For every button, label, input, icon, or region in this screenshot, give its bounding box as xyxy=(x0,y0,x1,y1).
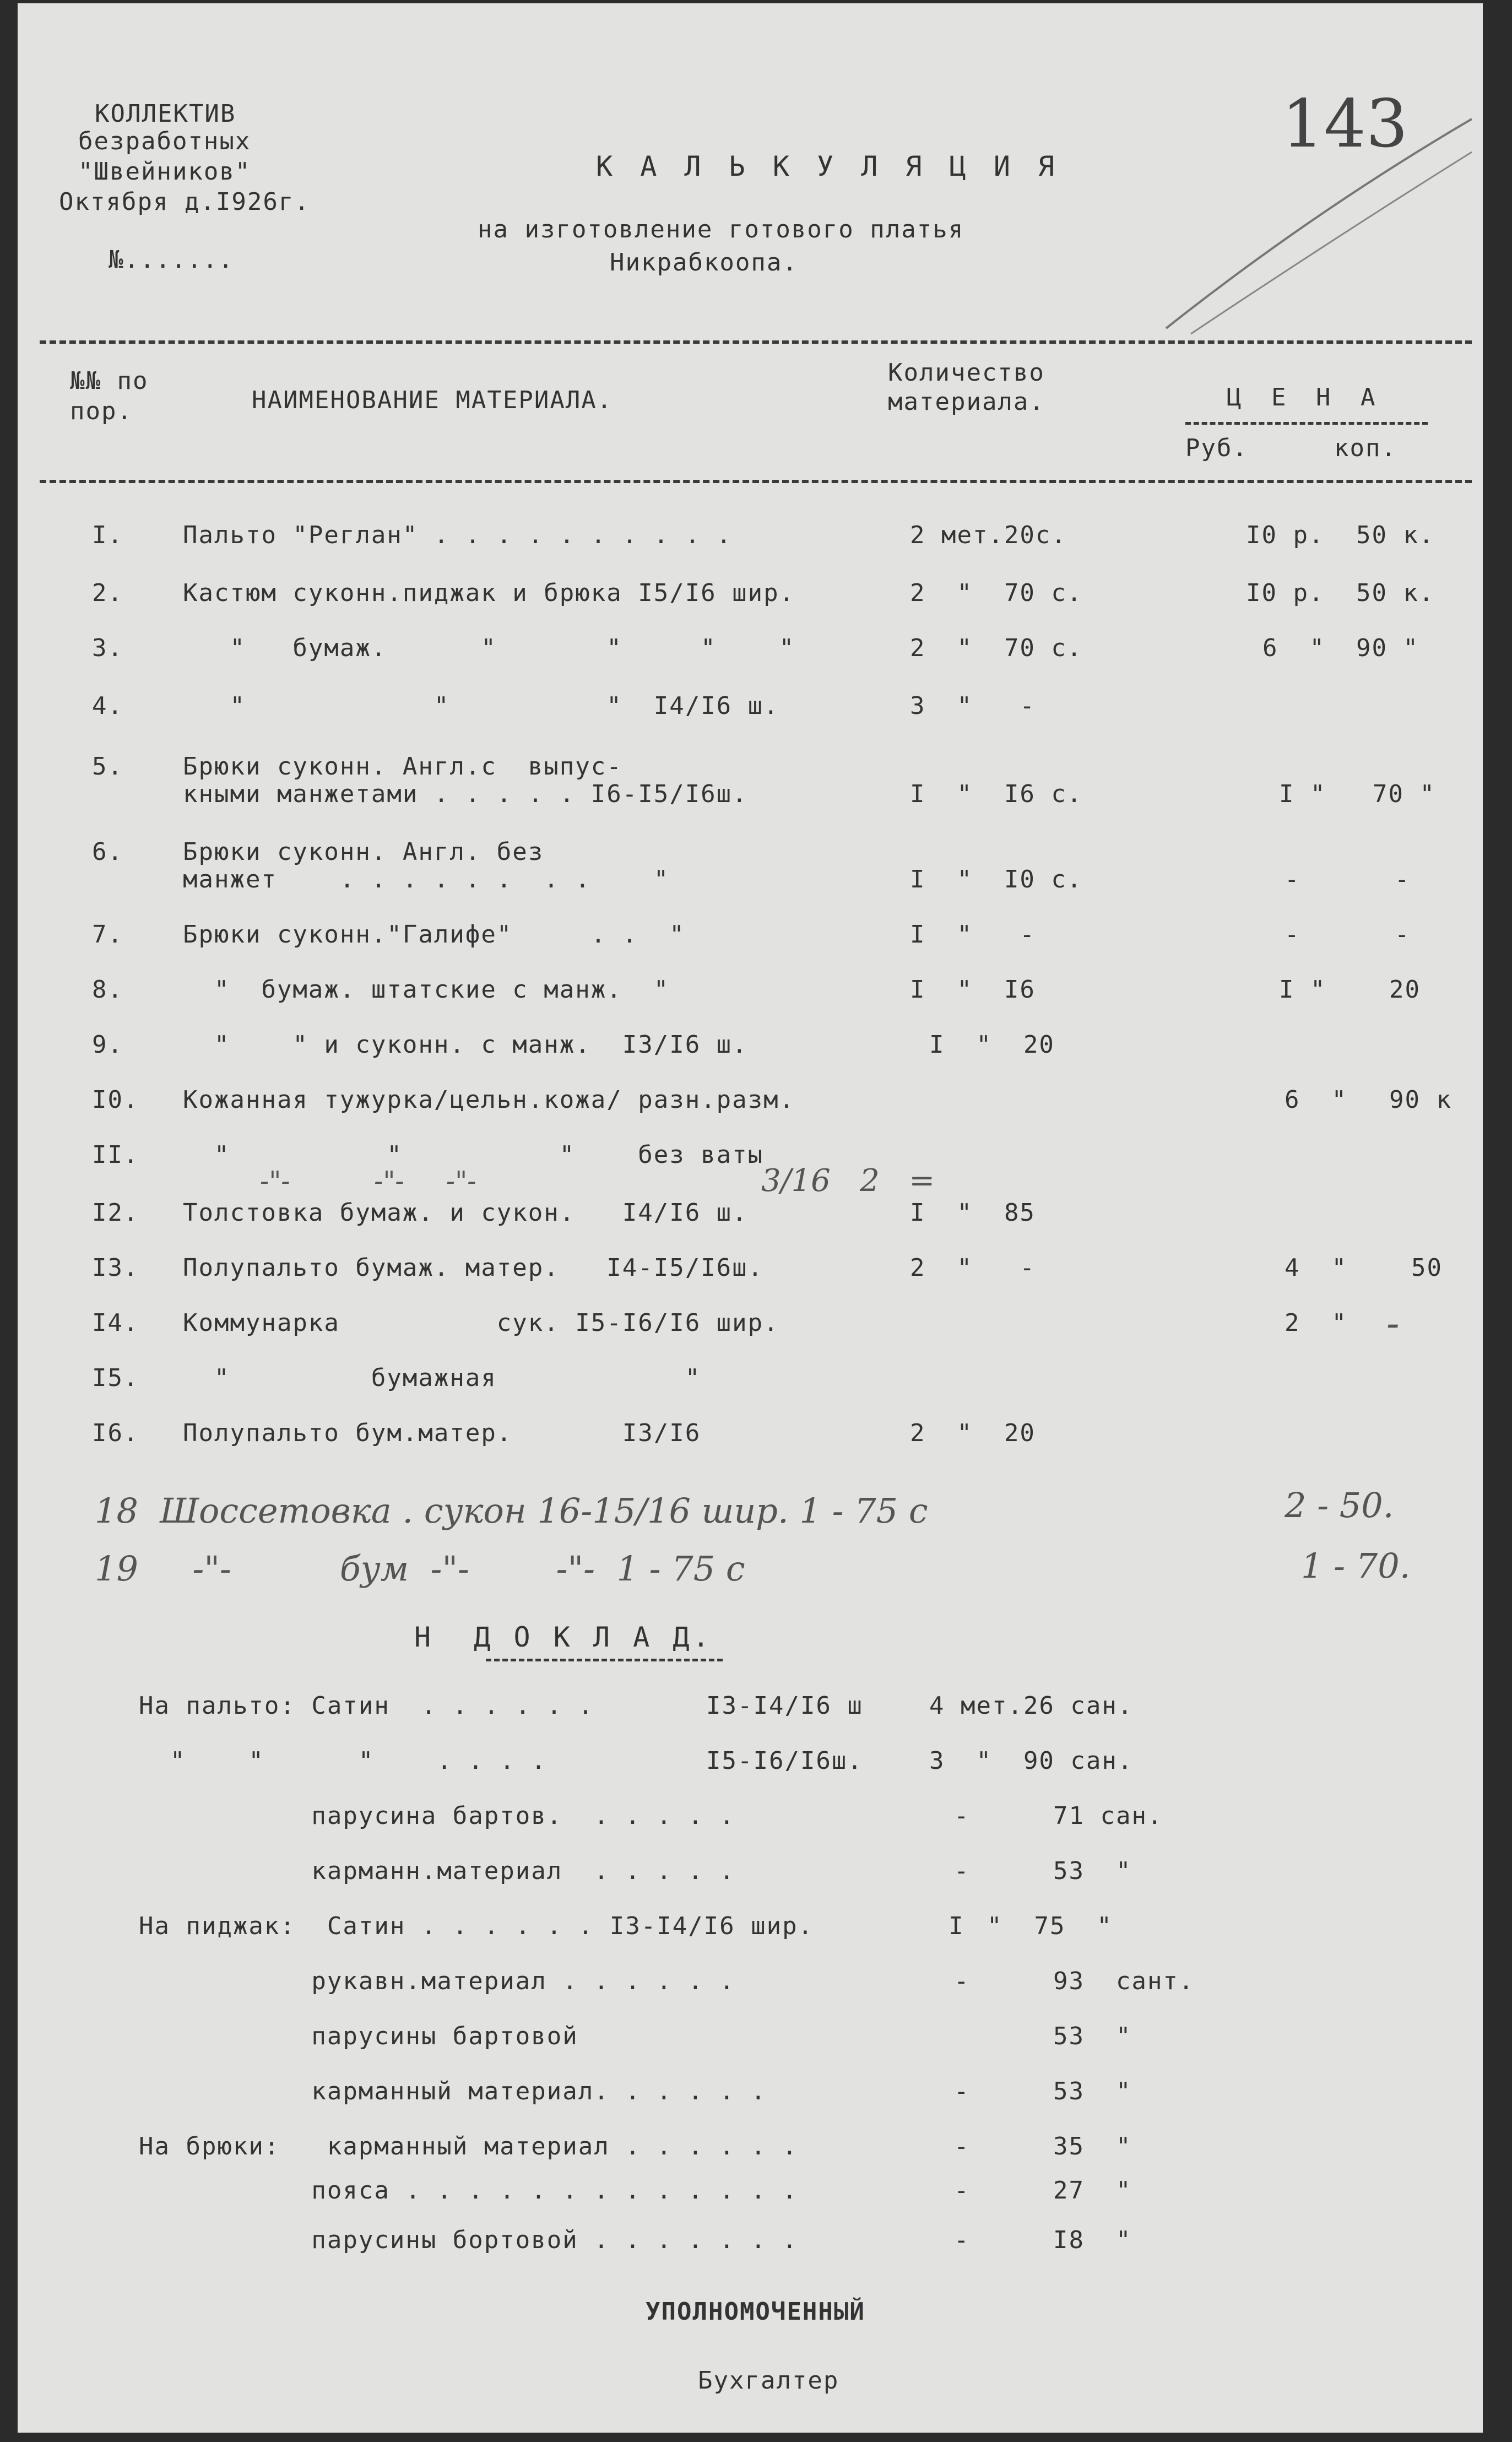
item-amount: 71 сан. xyxy=(1053,1802,1163,1830)
row-quantity: I " 20 xyxy=(929,1031,1055,1059)
row-number: I. xyxy=(92,521,123,549)
item-width: I xyxy=(949,1912,964,1940)
row-number: I0. xyxy=(92,1086,139,1114)
item-label: На брюки: карманный материал . . . . . . xyxy=(139,2132,798,2161)
org-line-2: безработных xyxy=(78,127,251,155)
column-number-2: пор. xyxy=(70,397,133,425)
org-line-3: "Швейников" xyxy=(78,158,251,186)
row-rub: I " xyxy=(1279,976,1326,1004)
row-name: " " и суконн. с манж. I3/I6 ш. xyxy=(183,1031,748,1059)
item-label: " " " . . . . xyxy=(139,1747,547,1775)
column-rub: Руб. xyxy=(1185,434,1248,462)
column-name: НАИМЕНОВАНИЕ МАТЕРИАЛА. xyxy=(252,386,613,414)
item-amount: 4 мет.26 сан. xyxy=(929,1692,1134,1720)
row-name: " " " I4/I6 ш. xyxy=(183,692,779,720)
row-rub: I0 р. xyxy=(1246,579,1325,607)
row-number: 3. xyxy=(92,634,123,662)
row-name: Полупальто бум.матер. I3/I6 xyxy=(183,1419,701,1447)
handwritten-ditto-marks: -"- -"- -"- xyxy=(260,1166,476,1196)
item-label: На пиджак: Сатин . . . . . . I3-I4/I6 шир. xyxy=(139,1912,814,1940)
accountant-signature-label: Бухгалтер xyxy=(698,2367,839,2395)
row-name: Кожанная тужурка/цельн.кожа/ разн.разм. xyxy=(183,1086,795,1114)
row-name: Брюки суконн. Англ. без xyxy=(183,838,544,866)
row-number: I5. xyxy=(92,1364,139,1392)
handwritten-row-18-price: 2 - 50. xyxy=(1285,1485,1394,1525)
row-name: " бумаж. штатские с манж. " xyxy=(183,976,670,1004)
handwritten-correction-row-12: 3/16 2 = xyxy=(761,1163,935,1199)
row-number: I2. xyxy=(92,1199,139,1227)
row-number: I4. xyxy=(92,1309,139,1337)
item-label: На пальто: Сатин . . . . . . xyxy=(139,1692,594,1720)
item-amount: 53 " xyxy=(1053,2022,1132,2050)
row-quantity: 2 " 20 xyxy=(910,1419,1036,1447)
row-number: I6. xyxy=(92,1419,139,1447)
row-quantity: 2 мет.20с. xyxy=(910,521,1067,549)
handwritten-row-19-price: 1 - 70. xyxy=(1301,1546,1411,1586)
row-quantity: 2 " 70 с. xyxy=(910,634,1083,662)
item-width: I5-I6/I6ш. xyxy=(706,1747,863,1775)
item-amount: 93 сант. xyxy=(1053,1967,1195,1995)
header-rule-top xyxy=(40,340,1472,344)
item-amount: I8 " xyxy=(1053,2226,1132,2254)
row-quantity: 3 " - xyxy=(910,692,1036,720)
row-name: манжет . . . . . . . . " xyxy=(183,865,670,894)
org-number: №....... xyxy=(109,246,234,274)
row-name: Брюки суконн."Галифе" . . " xyxy=(183,921,685,949)
item-width: - xyxy=(954,1967,970,1995)
row-number: 5. xyxy=(92,752,123,781)
row-rub: I " xyxy=(1279,780,1326,808)
row-number: 8. xyxy=(92,976,123,1004)
item-label: пояса . . . . . . . . . . . . . xyxy=(139,2176,798,2205)
row-kop: 90 к xyxy=(1389,1086,1452,1114)
row-kop: 50 к. xyxy=(1356,521,1435,549)
row-name: Коммунарка сук. I5-I6/I6 шир. xyxy=(183,1309,779,1337)
document-sheet xyxy=(18,3,1483,2433)
doklad-underline xyxy=(486,1659,723,1661)
corner-archive-number: 143 xyxy=(1282,86,1408,163)
row-rub: 4 " xyxy=(1285,1254,1347,1282)
row-number: 9. xyxy=(92,1031,123,1059)
row-number: I3. xyxy=(92,1254,139,1282)
item-amount: 53 " xyxy=(1053,1857,1132,1885)
row-rub: 2 " xyxy=(1285,1309,1347,1337)
item-width: - xyxy=(954,1857,970,1885)
row-kop: 50 к. xyxy=(1356,579,1435,607)
item-label: карманный материал. . . . . . xyxy=(139,2077,767,2105)
item-width: - xyxy=(954,1802,970,1830)
row-name: " " " без ваты xyxy=(183,1141,764,1169)
row-name: Полупальто бумаж. матер. I4-I5/I6ш. xyxy=(183,1254,764,1282)
row-kop: - xyxy=(1395,865,1411,894)
row-rub: - xyxy=(1285,921,1300,949)
row-quantity: I " I6 xyxy=(910,976,1036,1004)
row-kop: - xyxy=(1386,1301,1400,1346)
row-rub: I0 р. xyxy=(1246,521,1325,549)
item-label: парусины бортовой . . . . . . . xyxy=(139,2226,798,2254)
authorized-signature-label: УПОЛНОМОЧЕННЫЙ xyxy=(646,2298,865,2326)
item-width: - xyxy=(954,2077,970,2105)
row-kop: 70 " xyxy=(1373,780,1435,808)
row-rub: - xyxy=(1285,865,1300,894)
column-kop: коп. xyxy=(1334,434,1397,462)
document-title: К А Л Ь К У Л Я Ц И Я xyxy=(596,150,1060,182)
column-quantity-2: материала. xyxy=(888,388,1045,416)
item-width: I3-I4/I6 ш xyxy=(706,1692,863,1720)
row-number: 6. xyxy=(92,838,123,866)
row-quantity: 2 " 70 с. xyxy=(910,579,1083,607)
row-quantity: I " I0 с. xyxy=(910,865,1083,894)
item-label: рукавн.материал . . . . . . xyxy=(139,1967,735,1995)
handwritten-row-18: 18 Шоссетовка . сукон 16-15/16 шир. 1 - 75 с xyxy=(95,1491,928,1531)
row-name: Брюки суконн. Англ.с выпус- xyxy=(183,752,622,781)
item-width: - xyxy=(954,2132,970,2161)
row-kop: 20 xyxy=(1389,976,1421,1004)
row-quantity: I " I6 с. xyxy=(910,780,1083,808)
document-subtitle-2: Никрабкоопа. xyxy=(610,248,798,277)
row-name: Кастюм суконн.пиджак и брюка I5/I6 шир. xyxy=(183,579,795,607)
row-name: " бумажная " xyxy=(183,1364,701,1392)
row-rub: 6 " xyxy=(1262,634,1325,662)
item-label: парусина бартов. . . . . . xyxy=(139,1802,735,1830)
price-underline xyxy=(1185,422,1428,425)
row-number: II. xyxy=(92,1141,139,1169)
item-label: карманн.материал . . . . . xyxy=(139,1857,735,1885)
row-name: Пальто "Реглан" . . . . . . . . . . xyxy=(183,521,733,549)
org-line-1: КОЛЛЕКТИВ xyxy=(95,100,236,128)
row-kop: - xyxy=(1395,921,1411,949)
item-amount: 35 " xyxy=(1053,2132,1132,2161)
item-amount: 53 " xyxy=(1053,2077,1132,2105)
row-number: 4. xyxy=(92,692,123,720)
item-amount: 27 " xyxy=(1053,2176,1132,2205)
row-name: Толстовка бумаж. и сукон. I4/I6 ш. xyxy=(183,1199,748,1227)
item-amount: 3 " 90 сан. xyxy=(929,1747,1134,1775)
item-amount: " 75 " xyxy=(987,1912,1113,1940)
doklad-title: Н Д О К Л А Д. xyxy=(414,1621,713,1653)
row-name: кными манжетами . . . . . I6-I5/I6ш. xyxy=(183,780,748,808)
item-width: - xyxy=(954,2226,970,2254)
org-line-4: Октября д.I926г. xyxy=(59,188,310,216)
row-quantity: I " 85 xyxy=(910,1199,1036,1227)
item-label: парусины бартовой xyxy=(139,2022,578,2050)
document-subtitle-1: на изготовление готового платья xyxy=(478,215,964,243)
column-price: Ц Е Н А xyxy=(1227,383,1383,411)
row-rub: 6 " xyxy=(1285,1086,1347,1114)
row-quantity: I " - xyxy=(910,921,1036,949)
row-number: 2. xyxy=(92,579,123,607)
column-quantity-1: Количество xyxy=(888,359,1045,387)
handwritten-row-19: 19 -"- бум -"- -"- 1 - 75 с xyxy=(95,1548,745,1589)
row-quantity: 2 " - xyxy=(910,1254,1036,1282)
row-kop: 90 " xyxy=(1356,634,1419,662)
item-width: - xyxy=(954,2176,970,2205)
column-number-1: №№ по xyxy=(70,367,149,395)
row-number: 7. xyxy=(92,921,123,949)
row-kop: 50 xyxy=(1411,1254,1443,1282)
header-rule-bottom xyxy=(40,480,1472,483)
row-name: " бумаж. " " " " xyxy=(183,634,795,662)
